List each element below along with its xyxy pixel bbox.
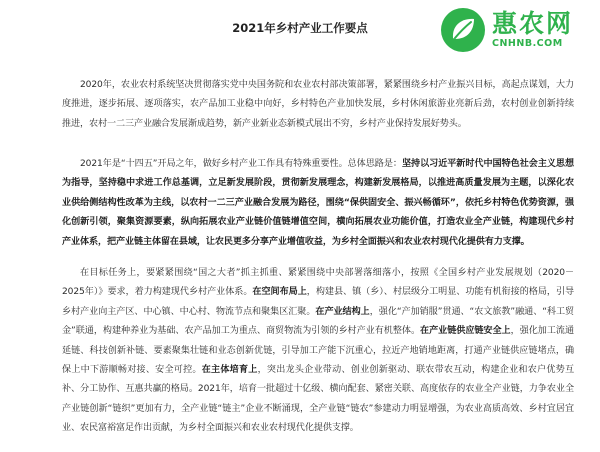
- watermark-name-en: CNHNB.COM: [492, 38, 563, 50]
- bold-text-run: 在产业链供应链安全上: [420, 326, 511, 337]
- paragraph-targets-tasks: [62, 264, 574, 439]
- text-run: ，构建县、镇（乡）、村层级分工明显、功能有机衔接的格局，引导乡村产业向主产区、中心镇、中心村、物流节点和聚集区汇聚。: [62, 287, 575, 317]
- text-run: 2020年，农业农村系统坚决贯彻落实党中央国务院和农业农村部决策部署，紧紧围绕乡村产业振兴目标，高起点谋划，大力度推进，逐步拓展、逐项落实，农产品加工业稳中向好，乡村特色产业加快发展，乡村休闲旅游业亮新后劲，农村创业创新持续推进，农村一二三产业融合发展渐成趋势，新产业新业态新模式展出不穷，乡村产业保持发展好势头。: [62, 80, 574, 129]
- watermark-name-cn: 惠农网: [492, 9, 574, 39]
- text-run: 在目标任务上，要紧紧围绕“国之大者”抓主抓重、紧紧围绕中央部署落细落小，按照《全国乡村产业发展规划（2020－2025年）》要求，着力构建现代乡村产业体系。: [62, 268, 574, 298]
- text-run: ，强化“产加销服”贯通、“农文旅教”融通、“科工贸金”联通，构建种养业为基础、农产品加工为重点、商贸物流为引领的乡村产业有机整体。: [62, 306, 575, 337]
- bold-text-run: 在产业结构上: [315, 306, 370, 317]
- paragraph-review-2020: [62, 76, 574, 134]
- bold-text-run: 坚持以习近平新时代中国特色社会主义思想为指导，坚持稳中求进工作总基调，立足新发展阶段，贯彻新发展理念，构建新发展格局，以推进高质量发展为主题，以深化农业供给侧结构性改革为主线，以农村一二三产业融合发展为路径，围绕“保供固安全、振兴畅循环”，依托乡村特色优势资源，强化创新引领，聚集资源要素，纵向拓展农业产业链价值链增值空间，横向拓展农业功能价值，打造农业全产业链，构建现代乡村产业体系，把产业链主体留在县域，让农民更多分享产业增值收益，为乡村全面振兴和农业农村现代化提供有力支撑。: [62, 159, 574, 247]
- page-title: 2021年乡村产业工作要点: [232, 21, 368, 35]
- watermark: [440, 6, 590, 54]
- paragraph-overall-approach: [62, 155, 574, 252]
- text-run: 2021年是“十四五”开局之年，做好乡村产业工作具有特殊重要性。总体思路是：: [80, 159, 402, 169]
- bold-text-run: 在空间布局上: [252, 287, 307, 298]
- text-run: ，强化加工流通延链、科技创新补链、要素聚集壮链和业态创新优链，引导加工产能下沉重心，拉近产地销地距离，打通产业链供应链堵点，确保上中下游顺畅对接、安全可控。: [62, 326, 574, 376]
- leaf-logo-icon: [440, 7, 486, 53]
- bold-text-run: 在主体培育上: [201, 365, 258, 376]
- text-run: ，突出龙头企业带动、创业创新驱动、联农带农互动，构建企业和农户优势互补、分工协作、互惠共赢的格局。2021年，培育一批超过十亿级、横向配套、紧密关联、高度依存的农业全产业链，力争农业全产业链创新“链织”更加有力，全产业链“链主”企业不断涌现，全产业链“链农”参建动力明显增强，为农业高质高效、乡村宜居宜业、农民富裕富足作出贡献，为乡村全面振兴和农业农村现代化提供支撑。: [62, 365, 574, 434]
